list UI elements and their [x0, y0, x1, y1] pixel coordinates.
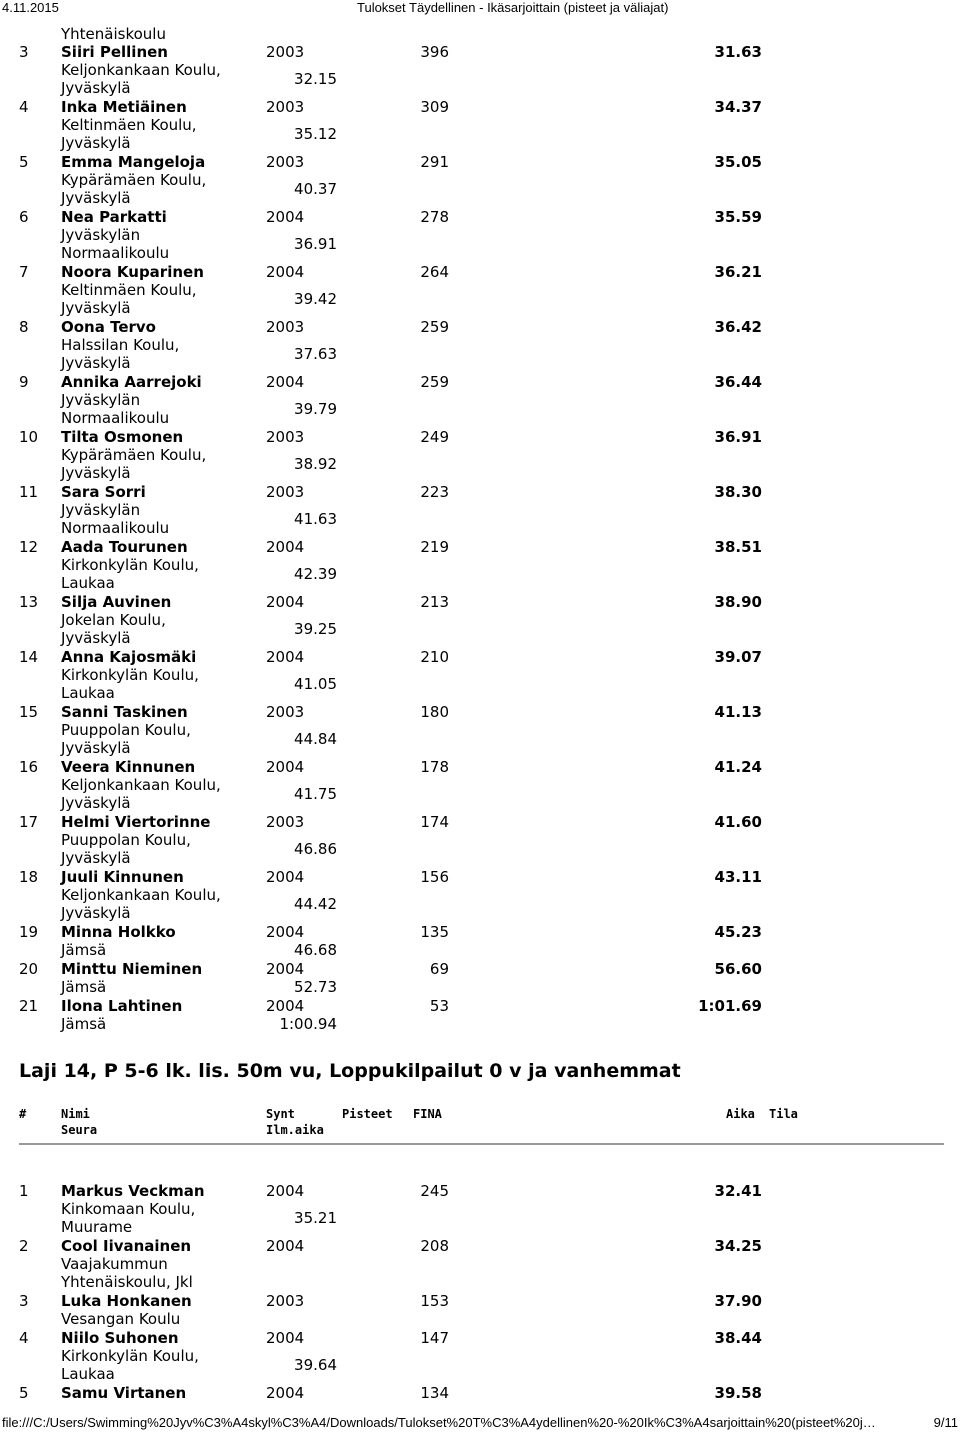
club-name: Halssilan Koulu,	[61, 336, 180, 354]
birth-year: 2004	[266, 263, 305, 281]
club-name: Vesangan Koulu	[61, 1310, 181, 1328]
split-time: 39.25	[294, 620, 337, 638]
swimmer-name: Juuli Kinnunen	[61, 868, 184, 886]
points: 278	[420, 208, 449, 226]
birth-year: 2004	[266, 1182, 305, 1200]
swimmer-name: Luka Honkanen	[61, 1292, 192, 1310]
col-header-name: Nimi	[61, 1107, 90, 1121]
result-rank: 9	[19, 373, 29, 391]
header-divider	[19, 1143, 944, 1145]
swimmer-name: Cool Iivanainen	[61, 1237, 192, 1255]
final-time: 38.44	[714, 1329, 762, 1347]
points: 259	[420, 373, 449, 391]
club-name: Jyväskylä	[61, 354, 131, 372]
result-rank: 4	[19, 98, 29, 116]
split-time: 46.68	[294, 941, 337, 959]
result-rank: 16	[19, 758, 39, 776]
swimmer-name: Siiri Pellinen	[61, 43, 168, 61]
swimmer-name: Minttu Nieminen	[61, 960, 203, 978]
swimmer-name: Ilona Lahtinen	[61, 997, 183, 1015]
print-date: 4.11.2015	[2, 0, 59, 15]
swimmer-name: Helmi Viertorinne	[61, 813, 211, 831]
birth-year: 2004	[266, 373, 305, 391]
split-time: 39.42	[294, 290, 337, 308]
col-header-fina: FINA	[413, 1107, 442, 1121]
club-name: Jämsä	[61, 1015, 107, 1033]
result-rank: 17	[19, 813, 39, 831]
swimmer-name: Annika Aarrejoki	[61, 373, 202, 391]
points: 264	[420, 263, 449, 281]
swimmer-name: Samu Virtanen	[61, 1384, 187, 1402]
result-rank: 6	[19, 208, 29, 226]
col-header-status: Tila	[769, 1107, 798, 1121]
final-time: 41.13	[714, 703, 762, 721]
final-time: 36.91	[714, 428, 762, 446]
split-time: 41.05	[294, 675, 337, 693]
split-time: 44.42	[294, 895, 337, 913]
club-name: Keltinmäen Koulu,	[61, 116, 197, 134]
club-name: Normaalikoulu	[61, 409, 170, 427]
points: 396	[420, 43, 449, 61]
final-time: 41.24	[714, 758, 762, 776]
swimmer-name: Veera Kinnunen	[61, 758, 196, 776]
result-rank: 12	[19, 538, 39, 556]
result-rank: 3	[19, 1292, 29, 1310]
birth-year: 2004	[266, 1237, 305, 1255]
result-rank: 7	[19, 263, 29, 281]
club-name: Jyväskylä	[61, 629, 131, 647]
split-time: 35.12	[294, 125, 337, 143]
points: 53	[429, 997, 449, 1015]
club-name: Vaajakummun	[61, 1255, 168, 1273]
final-time: 38.51	[714, 538, 762, 556]
birth-year: 2003	[266, 703, 305, 721]
birth-year: 2004	[266, 538, 305, 556]
col-header-entry-time: Ilm.aika	[266, 1123, 324, 1137]
points: 147	[420, 1329, 449, 1347]
swimmer-name: Niilo Suhonen	[61, 1329, 179, 1347]
birth-year: 2003	[266, 813, 305, 831]
swimmer-name: Silja Auvinen	[61, 593, 172, 611]
points: 153	[420, 1292, 449, 1310]
split-time: 36.91	[294, 235, 337, 253]
points: 180	[420, 703, 449, 721]
club-name: Puuppolan Koulu,	[61, 721, 191, 739]
split-time: 39.79	[294, 400, 337, 418]
club-name: Kypärämäen Koulu,	[61, 171, 207, 189]
final-time: 36.42	[714, 318, 762, 336]
final-time: 35.05	[714, 153, 762, 171]
birth-year: 2004	[266, 208, 305, 226]
club-name: Keltinmäen Koulu,	[61, 281, 197, 299]
club-name: Puuppolan Koulu,	[61, 831, 191, 849]
final-time: 41.60	[714, 813, 762, 831]
birth-year: 2004	[266, 960, 305, 978]
birth-year: 2004	[266, 758, 305, 776]
points: 208	[420, 1237, 449, 1255]
points: 134	[420, 1384, 449, 1402]
result-rank: 21	[19, 997, 39, 1015]
swimmer-name: Oona Tervo	[61, 318, 156, 336]
final-time: 45.23	[714, 923, 762, 941]
split-time: 37.63	[294, 345, 337, 363]
swimmer-name: Sara Sorri	[61, 483, 146, 501]
points: 291	[420, 153, 449, 171]
club-name: Muurame	[61, 1218, 133, 1236]
points: 135	[420, 923, 449, 941]
final-time: 39.58	[714, 1384, 762, 1402]
split-time: 1:00.94	[279, 1015, 337, 1033]
final-time: 39.07	[714, 648, 762, 666]
result-rank: 20	[19, 960, 39, 978]
club-name: Jyväskylä	[61, 299, 131, 317]
club-name: Kinkomaan Koulu,	[61, 1200, 196, 1218]
result-rank: 10	[19, 428, 39, 446]
points: 223	[420, 483, 449, 501]
col-header-rank: #	[19, 1107, 27, 1121]
final-time: 38.90	[714, 593, 762, 611]
club-name: Keljonkankaan Koulu,	[61, 886, 221, 904]
points: 210	[420, 648, 449, 666]
club-name: Laukaa	[61, 1365, 115, 1383]
swimmer-name: Inka Metiäinen	[61, 98, 187, 116]
club-name: Keljonkankaan Koulu,	[61, 61, 221, 79]
points: 156	[420, 868, 449, 886]
club-name: Jyväskylän	[61, 226, 141, 244]
result-rank: 5	[19, 153, 29, 171]
split-time: 41.63	[294, 510, 337, 528]
club-name: Jämsä	[61, 978, 107, 996]
points: 309	[420, 98, 449, 116]
result-rank: 5	[19, 1384, 29, 1402]
club-name: Normaalikoulu	[61, 244, 170, 262]
birth-year: 2004	[266, 1329, 305, 1347]
club-name: Kirkonkylän Koulu,	[61, 1347, 199, 1365]
points: 69	[429, 960, 449, 978]
swimmer-name: Noora Kuparinen	[61, 263, 204, 281]
event-title: Laji 14, P 5-6 lk. lis. 50m vu, Loppukilpailut 0 v ja vanhemmat	[19, 1060, 681, 1082]
result-rank: 8	[19, 318, 29, 336]
birth-year: 2003	[266, 428, 305, 446]
final-time: 34.37	[714, 98, 762, 116]
result-rank: 13	[19, 593, 39, 611]
club-name: Keljonkankaan Koulu,	[61, 776, 221, 794]
birth-year: 2003	[266, 1292, 305, 1310]
result-rank: 19	[19, 923, 39, 941]
points: 249	[420, 428, 449, 446]
final-time: 31.63	[714, 43, 762, 61]
swimmer-name: Nea Parkatti	[61, 208, 167, 226]
club-name: Jyväskylän	[61, 501, 141, 519]
club-name: Laukaa	[61, 574, 115, 592]
points: 174	[420, 813, 449, 831]
split-time: 46.86	[294, 840, 337, 858]
points: 219	[420, 538, 449, 556]
col-header-yob: Synt	[266, 1107, 295, 1121]
final-time: 36.44	[714, 373, 762, 391]
split-time: 44.84	[294, 730, 337, 748]
birth-year: 2003	[266, 43, 305, 61]
final-time: 35.59	[714, 208, 762, 226]
col-header-time: Aika	[726, 1107, 755, 1121]
result-rank: 2	[19, 1237, 29, 1255]
final-time: 32.41	[714, 1182, 762, 1200]
birth-year: 2004	[266, 648, 305, 666]
result-rank: 18	[19, 868, 39, 886]
split-time: 40.37	[294, 180, 337, 198]
club-name: Jokelan Koulu,	[61, 611, 166, 629]
birth-year: 2004	[266, 923, 305, 941]
club-name: Jyväskylä	[61, 849, 131, 867]
club-name: Kirkonkylän Koulu,	[61, 556, 199, 574]
col-header-club: Seura	[61, 1123, 98, 1137]
club-name: Jyväskylä	[61, 189, 131, 207]
club-name: Jyväskylä	[61, 739, 131, 757]
final-time: 34.25	[714, 1237, 762, 1255]
club-name: Jyväskylä	[61, 79, 131, 97]
swimmer-name: Anna Kajosmäki	[61, 648, 197, 666]
final-time: 43.11	[714, 868, 762, 886]
swimmer-name: Aada Tourunen	[61, 538, 188, 556]
print-file-path: file:///C:/Users/Swimming%20Jyv%C3%A4skyl%C3%A4/Downloads/Tulokset%20T%C3%A4ydellinen%20-%20Ik%C3%A4sarjoittain%20(pisteet%20j…	[2, 1415, 876, 1430]
result-rank: 1	[19, 1182, 29, 1200]
swimmer-name: Tilta Osmonen	[61, 428, 184, 446]
swimmer-name: Minna Holkko	[61, 923, 176, 941]
club-name: Jyväskylä	[61, 464, 131, 482]
points: 259	[420, 318, 449, 336]
club-name: Kypärämäen Koulu,	[61, 446, 207, 464]
birth-year: 2003	[266, 483, 305, 501]
points: 245	[420, 1182, 449, 1200]
club-name: Jyväskylän	[61, 391, 141, 409]
birth-year: 2004	[266, 593, 305, 611]
split-time: 35.21	[294, 1209, 337, 1227]
club-name: Jyväskylä	[61, 134, 131, 152]
points: 213	[420, 593, 449, 611]
print-title: Tulokset Täydellinen - Ikäsarjoittain (pisteet ja väliajat)	[357, 0, 669, 15]
birth-year: 2003	[266, 153, 305, 171]
club-name: Laukaa	[61, 684, 115, 702]
birth-year: 2003	[266, 98, 305, 116]
club-name: Yhtenäiskoulu, Jkl	[61, 1273, 193, 1291]
final-time: 1:01.69	[698, 997, 762, 1015]
club-fragment: Yhtenäiskoulu	[61, 25, 166, 43]
club-name: Jyväskylä	[61, 794, 131, 812]
birth-year: 2004	[266, 868, 305, 886]
swimmer-name: Emma Mangeloja	[61, 153, 206, 171]
final-time: 37.90	[714, 1292, 762, 1310]
result-rank: 3	[19, 43, 29, 61]
club-name: Jyväskylä	[61, 904, 131, 922]
split-time: 52.73	[294, 978, 337, 996]
final-time: 38.30	[714, 483, 762, 501]
club-name: Normaalikoulu	[61, 519, 170, 537]
result-rank: 4	[19, 1329, 29, 1347]
split-time: 41.75	[294, 785, 337, 803]
club-name: Jämsä	[61, 941, 107, 959]
split-time: 32.15	[294, 70, 337, 88]
club-name: Kirkonkylän Koulu,	[61, 666, 199, 684]
final-time: 36.21	[714, 263, 762, 281]
col-header-points: Pisteet	[342, 1107, 393, 1121]
final-time: 56.60	[714, 960, 762, 978]
birth-year: 2003	[266, 318, 305, 336]
split-time: 38.92	[294, 455, 337, 473]
split-time: 39.64	[294, 1356, 337, 1374]
birth-year: 2004	[266, 997, 305, 1015]
swimmer-name: Markus Veckman	[61, 1182, 205, 1200]
page-number: 9/11	[933, 1415, 958, 1430]
birth-year: 2004	[266, 1384, 305, 1402]
result-rank: 14	[19, 648, 39, 666]
points: 178	[420, 758, 449, 776]
result-rank: 11	[19, 483, 39, 501]
swimmer-name: Sanni Taskinen	[61, 703, 188, 721]
result-rank: 15	[19, 703, 39, 721]
split-time: 42.39	[294, 565, 337, 583]
